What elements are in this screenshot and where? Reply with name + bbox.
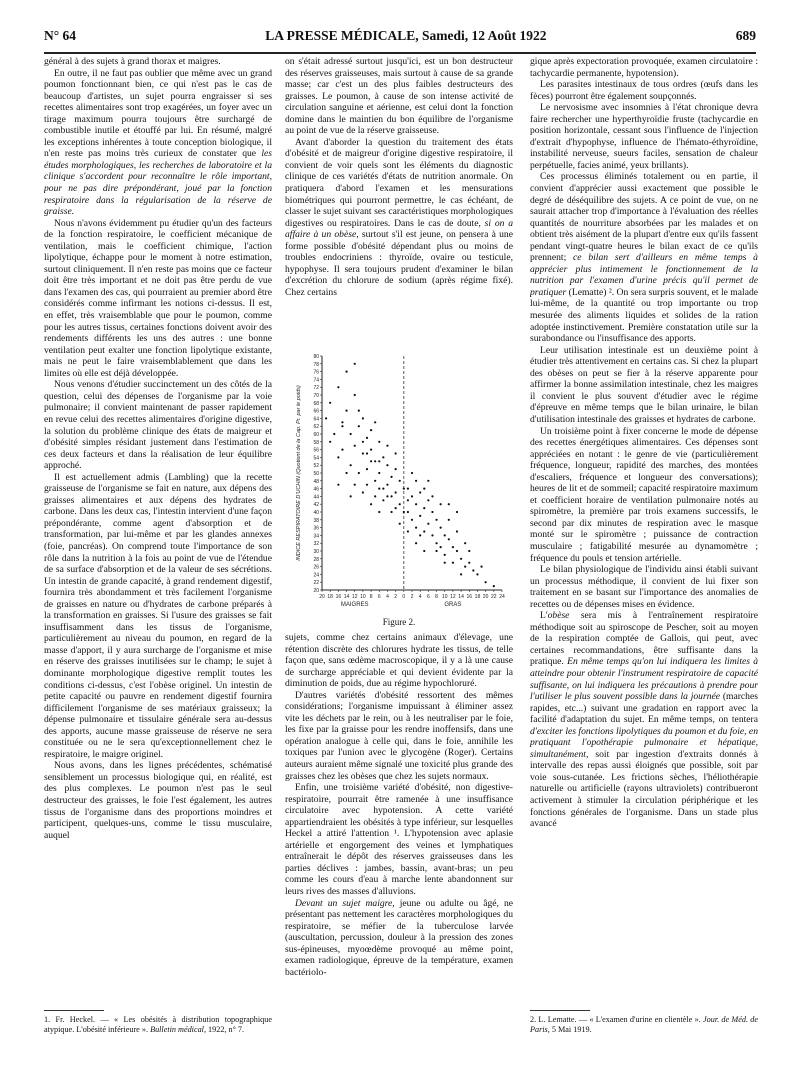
paragraph: Nous n'avons évidemment pu étudier qu'un des facteurs de la fonction respiratoire, le coefficient mécanique de ventilation, mais le coefficient chimique, l'action lipolytique, échappe pour le moment à notre estimation, surtout cliniquement. Il n'en reste pas moins que ce facteur doit être très important et ne doit pas être perdu de vue dans l'examen des cas, qui pourraient au premier abord être considérés comme infirmant les notions ci-dessus. Il est, en effet, très vraisemblable que pour le poumon, comme pour les autres tissus, certaines fonctions doivent avoir des rendements différents les uns des autres : une bonne ventilation peut exalter une fonction lipolytique existante, mais ne peut le faire vraisemblablement que dans les limites où elle est déjà développée. <box>44 217 272 379</box>
y-tick-label: 72 <box>313 385 319 392</box>
data-point <box>325 417 327 419</box>
data-point <box>382 499 384 501</box>
data-point <box>362 417 364 419</box>
x-tick-label: 12 <box>351 594 358 600</box>
footnote-2: 2. L. Lematte. — « L'examen d'urine en clientèle ». Jour. de Méd. de Paris, 5 Mai 1919. <box>530 1015 759 1034</box>
paragraph: Un troisième point à fixer concerne le mode de dépense des recettes énergétiques alimentaires. Ces dépenses sont appréciées en notant : le genre de vie (particulièrement fréquence, longueur, rapidité des marches, des montées d'escaliers, fréquence et longueur des conversations); heures de lit et de sommeil; capacité respiratoire maximum et coefficient horaire de ventilation pulmonaire notés au spiromètre, la première par trois examens successifs, le second par dix minutes de respiration avec le masque monté sur le spiromètre ; puissance de contraction musculaire ; fatigabilité mesurée au dynamomètre ; fréquence du pouls et tension artérielle. <box>530 425 758 564</box>
data-point <box>354 484 356 486</box>
x-tick-label: 4 <box>418 594 422 600</box>
x-tick-label: 20 <box>482 594 489 600</box>
y-tick-label: 56 <box>313 447 319 454</box>
data-point <box>370 460 372 462</box>
data-point <box>350 464 352 466</box>
column-2-lower <box>285 632 513 1080</box>
data-point <box>399 503 401 505</box>
data-point <box>382 488 384 490</box>
paragraph: Le bilan physiologique de l'individu ainsi établi suivant un processus méthodique, il convient de lui fixer son traitement en se basant sur l'importance des anomalies de recettes ou de dépenses mises en évidence. <box>530 564 758 610</box>
data-point <box>423 530 425 532</box>
x-tick-label: 22 <box>491 594 497 600</box>
y-tick-label: 62 <box>313 424 319 431</box>
data-point <box>456 550 458 552</box>
y-tick-label: 42 <box>313 502 319 509</box>
x-tick-label: 16 <box>335 594 342 600</box>
data-point <box>350 495 352 497</box>
x-tick-label: 14 <box>458 594 464 600</box>
paragraph: Le nervosisme avec insomnies à l'état chronique devra faire rechercher une hyperthyroïdie fruste (tachycardie en position horizontale, cessant sous l'influence de l'injection d'extrait d'hypophyse, influence de l'hémato-éthyroïdine, instabilité nerveuse, sueurs faciles, sensation de chaleur perpétuelle, facies animé, yeux brillants). <box>530 102 758 171</box>
x-tick-label: 10 <box>441 594 448 600</box>
data-point <box>386 495 388 497</box>
header-rule <box>44 52 756 54</box>
data-point <box>411 495 413 497</box>
data-point <box>374 421 376 423</box>
data-point <box>362 452 364 454</box>
data-point <box>341 449 343 451</box>
data-point <box>358 425 360 427</box>
data-point <box>345 472 347 474</box>
data-point <box>460 558 462 560</box>
data-point <box>423 550 425 552</box>
data-point <box>464 542 466 544</box>
paragraph: Ces processus éliminés totalement ou en partie, il convient d'apprécier aussi exactement que possible le degré de déséquilibre des sujets. A ce point de vue, on ne saurait attacher trop d'importance à l'évaluation des réelles quantités de nourriture absorbées par les malades et on obtient très aisément de la plupart d'entre eux qu'ils fassent pendant vingt-quatre heures le bilan exact de ce qu'ils prennent; ce bilan sert d'ailleurs en même temps à apprécier plus intimement le fonctionnement de la nutrition par l'examen d'urine précis qu'il permet de pratiquer (Lematte) ². On sera surpris souvent, et le malade lui-même, de la quantité ou trop importante ou trop mesurée des aliments liquides et solides de la ration adoptée instinctivement. Première constatation utile sur la surabondance ou l'insuffisance des apports. <box>530 171 758 345</box>
x-tick-label: 6 <box>426 594 430 600</box>
data-point <box>329 441 331 443</box>
x-tick-label: 12 <box>450 594 456 600</box>
column-3 <box>530 56 758 992</box>
paragraph: Nous venons d'étudier succinctement un des côtés de la question, celui des dépenses de l'organisme par la voie pulmonaire; il convient maintenant de passer rapidement en revue celui des recettes alimentaires d'origine digestive, la solution du problème clinique des états de maigreur et d'obésité simples résidant justement dans l'estimation de ces deux facteurs et dans la réalisation de leur équilibre approché. <box>44 379 272 472</box>
x-tick-label: 18 <box>327 594 333 600</box>
y-tick-label: 36 <box>313 525 319 532</box>
data-point <box>354 363 356 365</box>
data-point <box>419 534 421 536</box>
data-point <box>460 573 462 575</box>
paragraph: Il est actuellement admis (Lambling) que la recette graisseuse de l'organisme se fait en nature, aux dépens des graisses alimentaires et aux dépens des hydrates de carbone. Dans les deux cas, l'intestin intervient d'une façon prépondérante, comme agent d'absorption et de transformation, par lui-même et par les glandes annexes (foie, pancréas). On comprend toute l'importance de son rôle dans la nutrition à la fois au point de vue de l'étendue de sa surface d'absorption et de la valeur de ses sécrétions. Un intestin de grande capacité, à grand rendement digestif, fournira très abondamment et très facilement l'organisme de graisses en nature ou d'hydrates de carbone préparés à la transformation en graisses. Si l'usure des graisses se fait insuffisamment dans les tissus de l'organisme, particulièrement au niveau du poumon, en regard de la masse d'apport, il y aura surcharge de l'organisme et mise en réserve des graisses inutilisées sur le champ; le sujet à dominante morphologique digestive remplit toutes les conditions ci-dessus, c'est l'obèse originel. Un intestin de petite capacité ou pauvre en rendement digestif fournira difficilement l'organisme de ses matériaux graisseux; la dépense pulmonaire et tissulaire générale sera au-dessus des apports, aucune masse graisseuse de réserve ne sera constituée ou ne le sera qu'exceptionnellement chez le respiratoire, le maigre originel. <box>44 471 272 760</box>
data-point <box>411 472 413 474</box>
data-point <box>390 476 392 478</box>
data-point <box>350 433 352 435</box>
data-point <box>423 507 425 509</box>
y-tick-label: 80 <box>313 354 319 360</box>
scatter-chart <box>292 350 510 615</box>
data-point <box>370 449 372 451</box>
y-tick-label: 52 <box>313 463 319 470</box>
y-axis-label: INDICE RESPIRATOIRE D'UCHIN (Quotient de la Cap. Pr. par le poids) <box>296 385 302 561</box>
y-tick-label: 54 <box>313 455 319 462</box>
data-point <box>370 503 372 505</box>
page-header <box>44 28 756 48</box>
issue-number: N° 64 <box>44 28 77 43</box>
data-point <box>440 546 442 548</box>
data-point <box>395 507 397 509</box>
data-point <box>341 425 343 427</box>
journal-title: LA PRESSE MÉDICALE, Samedi, 12 Août 1922 <box>265 28 547 43</box>
y-tick-label: 28 <box>313 556 319 563</box>
y-tick-label: 70 <box>313 393 319 399</box>
data-point <box>374 495 376 497</box>
x-tick-label: 14 <box>343 594 350 600</box>
x-label-gras: GRAS <box>444 602 462 608</box>
data-point <box>407 530 409 532</box>
data-point <box>395 468 397 470</box>
data-point <box>476 573 478 575</box>
footnote-rule <box>44 1010 104 1011</box>
data-point <box>386 445 388 447</box>
data-point <box>468 562 470 564</box>
data-point <box>399 480 401 482</box>
data-point <box>345 371 347 373</box>
x-tick-label: 4 <box>386 594 389 600</box>
column-2 <box>285 56 513 348</box>
data-point <box>386 464 388 466</box>
y-tick-label: 74 <box>313 377 319 384</box>
x-tick-label: 8 <box>435 594 438 600</box>
data-point <box>464 566 466 568</box>
y-tick-label: 66 <box>313 408 319 415</box>
data-point <box>407 499 409 501</box>
paragraph: gique après expectoration provoquée, examen circulatoire : tachycardie permanente, hypotension). <box>530 56 758 79</box>
data-point <box>444 534 446 536</box>
y-tick-label: 68 <box>313 400 319 407</box>
data-point <box>485 581 487 583</box>
data-point <box>337 386 339 388</box>
data-point <box>366 484 368 486</box>
data-point <box>468 550 470 552</box>
data-point <box>407 488 409 490</box>
data-point <box>448 538 450 540</box>
data-point <box>448 519 450 521</box>
data-point <box>435 550 437 552</box>
data-point <box>472 569 474 571</box>
paragraph: on s'était adressé surtout jusqu'ici, est un bon destructeur des réserves graisseuses, mais surtout à cause de sa grande masse; car c'est un des plus faibles destructeurs des graisses. Le poumon, à cause de son intense activité de circulation sanguine et aérienne, est celui dont la fonction domine dans le maintien du bon équilibre de l'organisme au point de vue de la réserve graisseuse. <box>285 56 513 137</box>
x-tick-label: 2 <box>410 594 414 600</box>
data-point <box>440 527 442 529</box>
data-point <box>337 456 339 458</box>
data-point <box>337 484 339 486</box>
data-point <box>374 480 376 482</box>
y-tick-label: 50 <box>313 471 319 477</box>
data-point <box>415 542 417 544</box>
y-tick-label: 44 <box>313 494 319 501</box>
x-tick-label: 24 <box>499 594 505 600</box>
paragraph: Leur utilisation intestinale est un deuxième point à étudier très attentivement en certains cas. Si chez la plupart des obèses on peut se fier à la réserve apparente pour affirmer la bonne assimilation intestinale, chez les maigres il convient le plus souvent d'étudier avec le régime d'épreuve en même temps que le bilan urinaire, le bilan d'utilisation intestinale des graisses et hydrates de carbone. <box>530 344 758 425</box>
data-point <box>362 441 364 443</box>
y-tick-label: 38 <box>313 517 319 524</box>
y-tick-label: 20 <box>313 588 319 594</box>
data-point <box>333 433 335 435</box>
data-point <box>366 452 368 454</box>
data-point <box>378 488 380 490</box>
x-tick-label: 2 <box>394 594 398 600</box>
paragraph: Les parasites intestinaux de tous ordres (œufs dans les fèces) pourront être également soupçonnés. <box>530 79 758 102</box>
data-point <box>427 523 429 525</box>
x-tick-label: 16 <box>466 594 473 600</box>
paragraph: Enfin, une troisième variété d'obésité, non digestive-respiratoire, pourrait être ramenée à une insuffisance circulatoire avec hypotension. A cette variété appartiendraient les obésités à type inférieur, sur lesquelles Heckel a attiré l'attention ¹. L'hypotension avec aplasie artérielle et engorgement des veines et lymphatiques entraînerait le dépôt des réserves graisseuses dans les parties déclives : jambes, bassin, avant-bras; un peu comme les cours d'eau à marche lente abandonnent sur leurs rives des masses d'alluvions. <box>285 782 513 898</box>
paragraph: D'autres variétés d'obésité ressortent des mêmes considérations; l'organisme impuissant à éliminer assez vite les déchets par le rein, ou à les neutraliser par le foie, les fixe par la graisse pour les rendre inoffensifs, dans une opération analogue à celle qui, dans le foie, annihile les toxiques par l'union avec le glycogène (Roger). Certains auteurs auraient même signalé une toxicité plus grande des graisses chez les obèses que chez les sujets normaux. <box>285 689 513 782</box>
x-tick-label: 0 <box>402 594 406 600</box>
data-point <box>354 394 356 396</box>
paragraph: L'obèse sera mis à l'entraînement respiratoire méthodique soit au spiroscope de Pescher, soit au moyen de la respiration comptée de Gallois, qui peut, avec certaines recommandations, être suffisante dans la pratique. En même temps qu'on lui indiquera les limites à atteindre pour obtenir l'instrument respiratoire de capacité suffisante, on lui indiquera les précautions à prendre pour l'utiliser le plus souvent possible dans la journée (marches rapides, etc...) suivant une gradation en rapport avec la facilité d'adaptation du sujet. En même temps, on tentera d'exciter les fonctions lipolytiques du poumon et du foie, en pratiquant l'opothérapie pulmonaire et hépatique, simultanément, soit par ingestion d'extraits donnés à intervalle des repas aussi éloignés que possible, soit par voie sous-cutanée. Les frictions sèches, l'héliothérapie naturelle ou artificielle (rayons ultraviolets) contribueront activement à stimuler la circulation périphérique et les fonctions générales de l'organisme. Dans un stade plus avancé <box>530 610 758 830</box>
data-point <box>435 519 437 521</box>
data-point <box>415 480 417 482</box>
data-point <box>366 437 368 439</box>
data-point <box>395 452 397 454</box>
data-point <box>358 472 360 474</box>
footnote-rule <box>530 1010 590 1011</box>
data-point <box>366 468 368 470</box>
paragraph: Avant d'aborder la question du traitement des états d'obésité et de maigreur d'origine digestive respiratoire, il convient de voir quels sont les éléments du diagnostic clinique de ces variétés d'états de nutrition anormale. On pratiquera d'abord l'examen et les mensurations biométriques qui pourront permettre, le cas échéant, de classer le sujet suivant ses caractéristiques morphologiques digestives ou respiratoires. Dans le cas de doute, si on a affaire à un obèse, surtout s'il est jeune, on pensera à une forme possible d'obésité dépendant plus ou moins de troubles endocriniens : thyroïde, ovaire ou testicule, hypophyse. Il sera toujours prudent d'examiner le bilan d'excrétion du chlorure de sodium (après régime fixé). Chez certains <box>285 136 513 298</box>
data-point <box>415 527 417 529</box>
data-point <box>399 523 401 525</box>
data-point <box>374 460 376 462</box>
data-point <box>452 546 454 548</box>
data-point <box>427 480 429 482</box>
y-tick-label: 48 <box>313 478 319 485</box>
data-point <box>354 445 356 447</box>
x-tick-label: 20 <box>319 594 325 600</box>
paragraph: Devant un sujet maigre, jeune ou adulte ou âgé, ne présentant pas nettement les caractères morphologiques du respiratoire, se méfier de la tuberculose larvée (auscultation, percussion, douleur à la pression des zones sus-épineuses, myoœdème provoqué au même point, examen radiologique, épreuve de la température, examen bactériolo- <box>285 897 513 978</box>
page-number: 689 <box>735 28 756 43</box>
y-tick-label: 32 <box>313 541 319 548</box>
data-point <box>423 488 425 490</box>
data-point <box>419 515 421 517</box>
y-tick-label: 76 <box>313 369 319 376</box>
y-tick-label: 26 <box>313 564 319 571</box>
y-tick-label: 58 <box>313 439 319 446</box>
data-point <box>390 495 392 497</box>
data-point <box>341 421 343 423</box>
data-point <box>444 562 446 564</box>
data-point <box>452 562 454 564</box>
data-point <box>448 503 450 505</box>
data-point <box>378 472 380 474</box>
y-tick-label: 78 <box>313 361 319 368</box>
data-point <box>329 402 331 404</box>
data-point <box>493 585 495 587</box>
x-label-maigres: MAIGRES <box>340 602 369 608</box>
data-point <box>378 511 380 513</box>
y-tick-label: 22 <box>313 580 319 587</box>
data-point <box>345 410 347 412</box>
data-point <box>411 519 413 521</box>
x-tick-label: 18 <box>474 594 481 600</box>
figure-caption: Figure 2. <box>382 617 416 627</box>
data-point <box>480 566 482 568</box>
x-tick-label: 8 <box>369 594 373 600</box>
paragraph: Nous avons, dans les lignes précédentes, schématisé sensiblement un processus biologique qui, en réalité, est des plus complexes. Le poumon n'est pas le seul destructeur des graisses, le foie l'est également, les autres tissus de l'organisme dans des proportions moindres et participent, quelques-uns, comme le tissu musculaire, auquel <box>44 760 272 841</box>
data-point <box>386 484 388 486</box>
y-tick-label: 46 <box>313 486 319 493</box>
paragraph: général à des sujets à grand thorax et maigres. <box>44 56 221 67</box>
data-point <box>456 530 458 532</box>
data-point <box>382 456 384 458</box>
data-point <box>390 511 392 513</box>
y-tick-label: 64 <box>313 416 319 423</box>
data-point <box>403 511 405 513</box>
y-tick-label: 24 <box>313 572 319 579</box>
paragraph: En outre, il ne faut pas oublier que même avec un grand poumon fonctionnant bien, ce qui n'est pas le cas de beaucoup d'artistes, un sujet pourra engraisser si ses recettes alimentaires sont trop exagérées, un foyer avec un tirage maximum pourra toujours être surchargé de combustible inutile et étouffé par lui. En résumé, malgré les exceptions inhérentes à toute conception biologique, il n'en reste pas moins très curieux de constater que les études morphologiques, les recherches de laboratoire et la clinique s'accordent pour reconnaître le rôle important, pour ne pas dire prépondérant, joué par la fonction respiratoire dans la régularisation de la réserve de graisse. <box>44 67 272 218</box>
paragraph: sujets, comme chez certains animaux d'élevage, une rétention discrète des chlorures hydrate les tissus, de telle façon que, sans œdème macroscopique, il y a là une cause de surcharge appréciable et qui devient évidente par la diminution de poids, due au régime hypochloruré. <box>285 632 513 690</box>
data-point <box>431 495 433 497</box>
y-tick-label: 40 <box>313 510 319 516</box>
data-point <box>431 511 433 513</box>
x-tick-label: 6 <box>377 594 381 600</box>
data-point <box>378 441 380 443</box>
data-point <box>435 542 437 544</box>
data-point <box>407 511 409 513</box>
y-tick-label: 60 <box>313 432 319 438</box>
data-point <box>370 429 372 431</box>
data-point <box>358 410 360 412</box>
data-point <box>395 491 397 493</box>
data-point <box>362 491 364 493</box>
data-point <box>378 460 380 462</box>
data-point <box>415 503 417 505</box>
data-point <box>427 499 429 501</box>
data-point <box>431 534 433 536</box>
data-point <box>419 491 421 493</box>
data-point <box>444 554 446 556</box>
footnote-1: 1. Fr. Heckel. — « Les obésités à distribution topographique atypique. L'obésité inférieure ». Bulletin médical, 1922, n° 7. <box>44 1015 272 1034</box>
y-tick-label: 34 <box>313 533 319 540</box>
data-point <box>456 511 458 513</box>
data-point <box>440 503 442 505</box>
column-1 <box>44 56 272 992</box>
data-point <box>403 488 405 490</box>
y-tick-label: 30 <box>313 549 319 555</box>
x-tick-label: 10 <box>360 594 366 600</box>
